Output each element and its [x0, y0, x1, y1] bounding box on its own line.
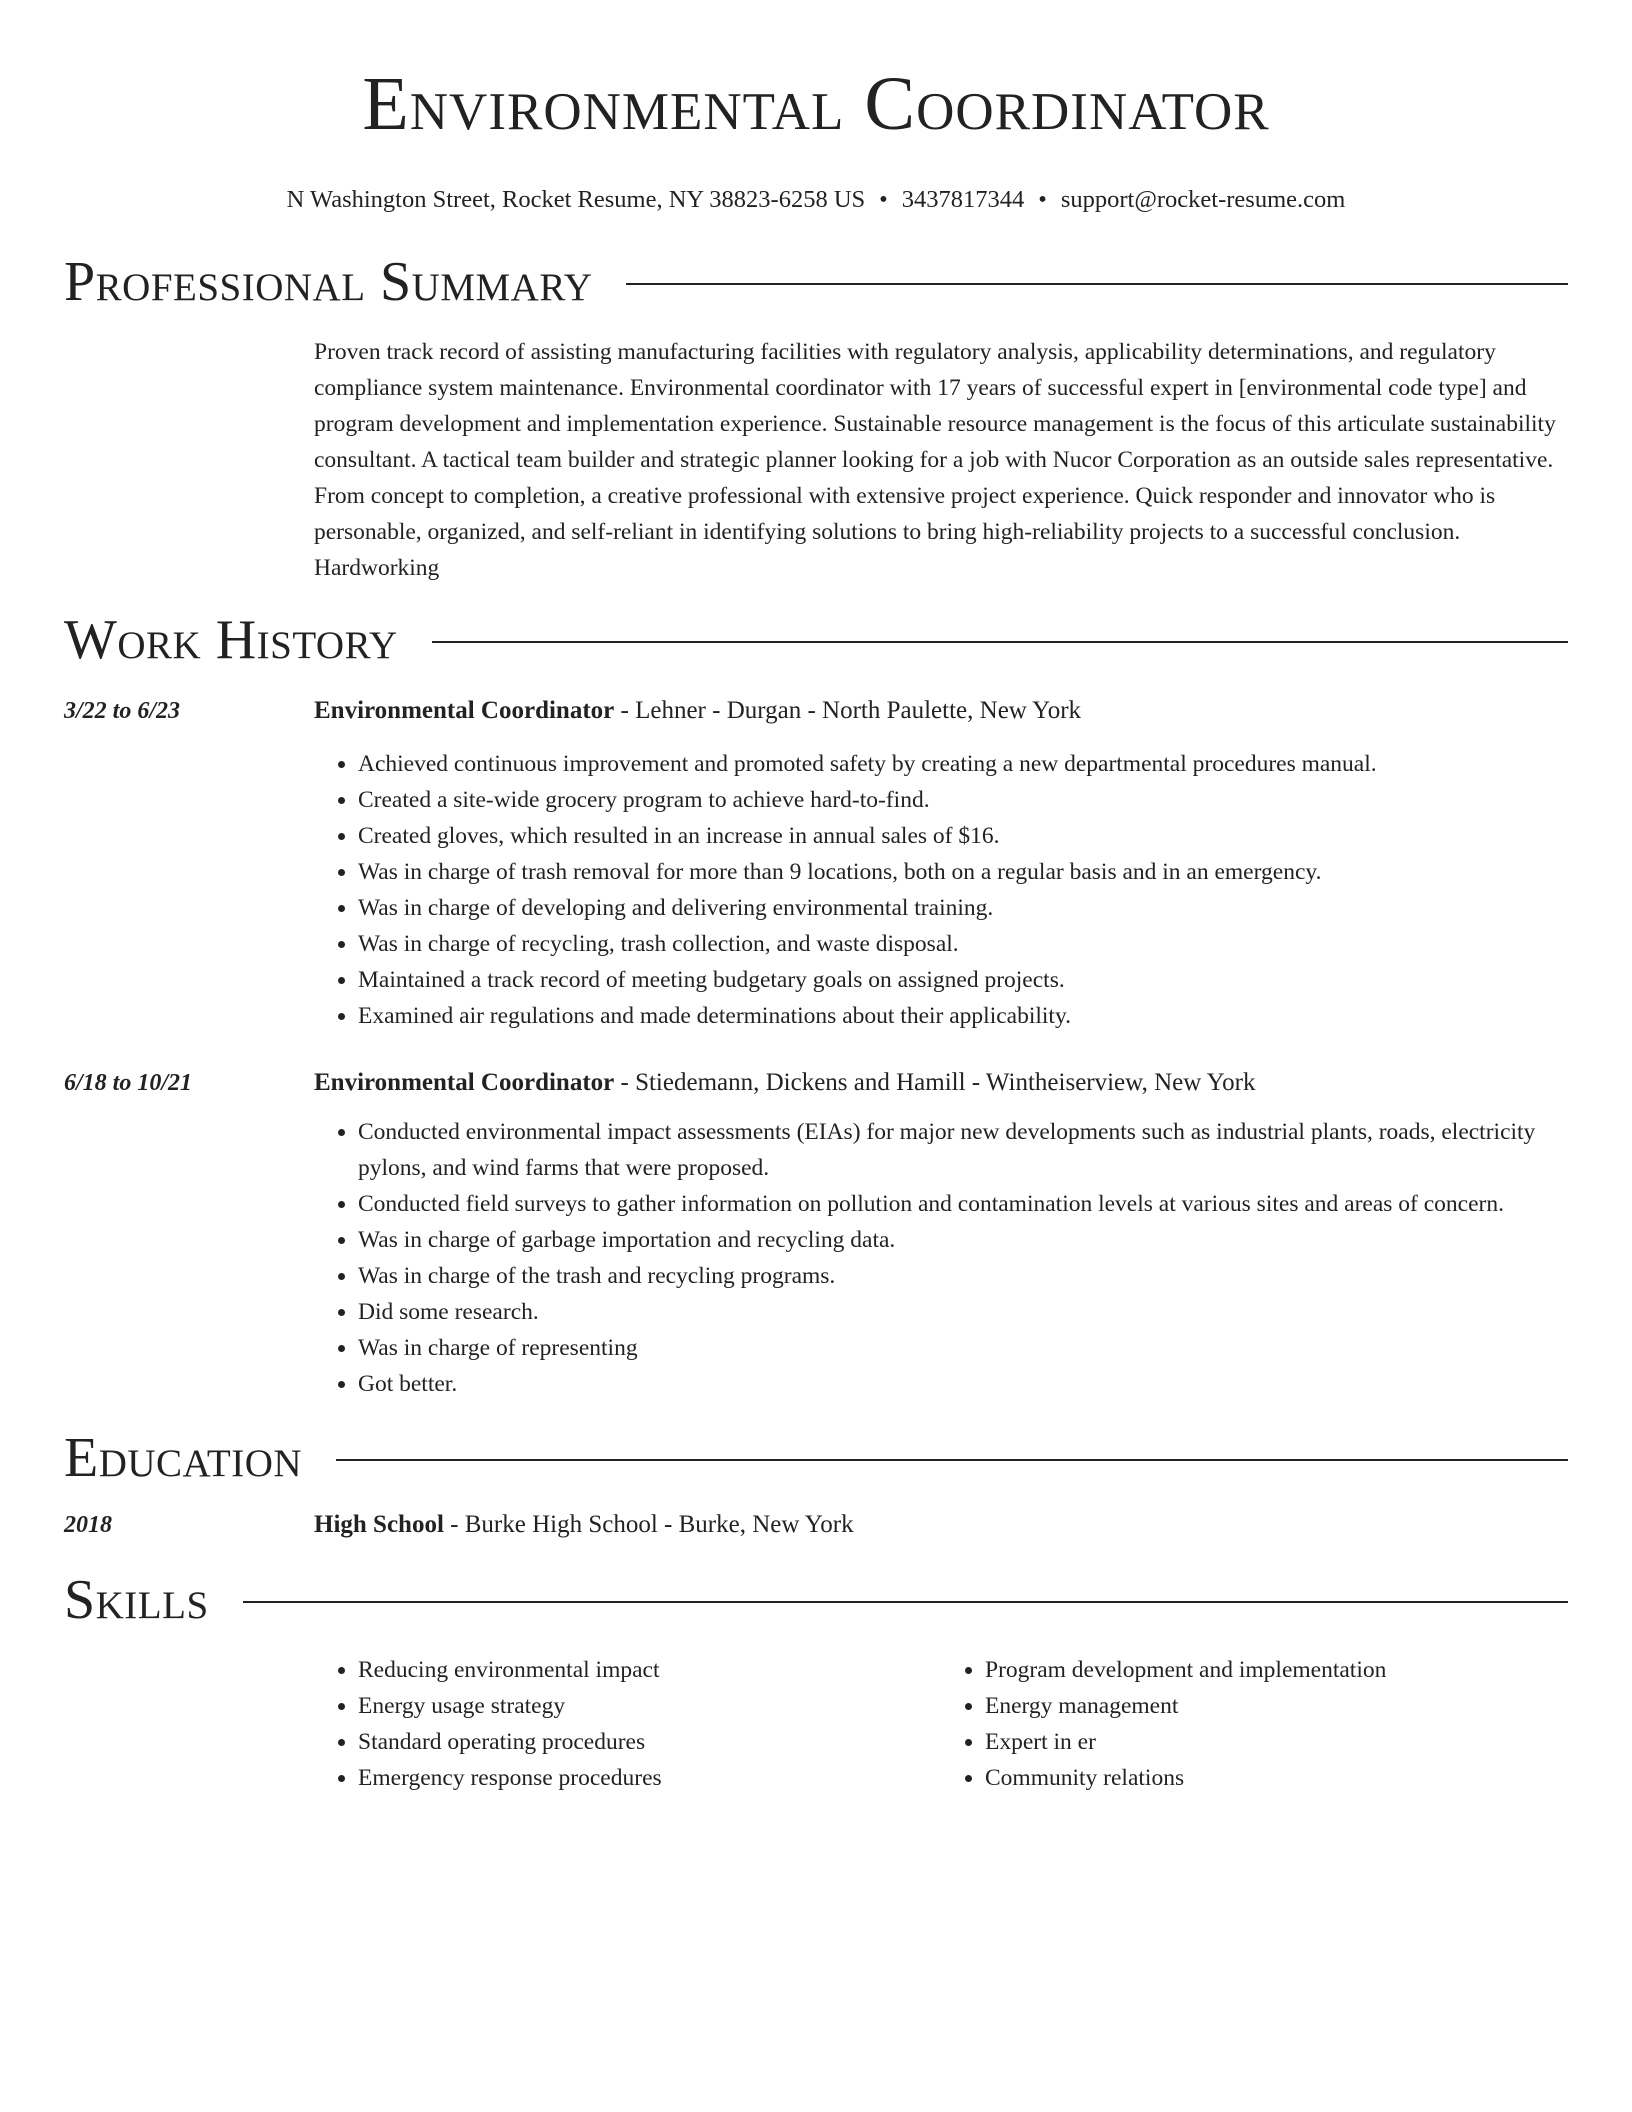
section-title-summary: Professional Summary: [64, 251, 593, 313]
list-item: • Created a site-wide grocery program to achieve hard-to-find.: [358, 782, 1568, 818]
list-item: • Was in charge of the trash and recycling programs.: [358, 1258, 1568, 1294]
contact-email: support@rocket-resume.com: [1060, 186, 1346, 213]
list-item: • Was in charge of developing and delivering environmental training.: [358, 890, 1568, 926]
job-entry: [64, 692, 1568, 1034]
section-title-education: Education: [64, 1427, 303, 1489]
list-item: • Created gloves, which resulted in an increase in annual sales of $16.: [358, 818, 1568, 854]
education-degree: High School: [314, 1511, 444, 1538]
resume-name: Environmental Coordinator: [362, 62, 1270, 146]
list-item: • Community relations: [985, 1760, 1568, 1796]
list-item: • Did some research.: [358, 1294, 1568, 1330]
education-details: - Burke High School - Burke, New York: [443, 1511, 854, 1538]
job-title: Environmental Coordinator: [314, 697, 615, 724]
list-item: • Standard operating procedures: [358, 1724, 941, 1760]
list-item: • Was in charge of representing: [358, 1330, 1568, 1366]
job-details: - Lehner - Durgan - North Paulette, New York: [614, 697, 1082, 724]
section-divider: [243, 1601, 1568, 1603]
list-item: • Conducted field surveys to gather information on pollution and contamination levels at various sites and areas of concern.: [358, 1186, 1568, 1222]
contact-phone: 3437817344: [901, 186, 1025, 213]
job-title-line: [314, 1064, 1568, 1102]
skills-list-right: [941, 1652, 1568, 1796]
contact-separator: •: [1038, 186, 1047, 213]
job-content: [314, 692, 1568, 1034]
education-title-line: [314, 1506, 1568, 1544]
list-item: • Was in charge of recycling, trash collection, and waste disposal.: [358, 926, 1568, 962]
job-content: [314, 1064, 1568, 1402]
section-divider: [432, 641, 1568, 643]
summary-text: Proven track record of assisting manufacturing facilities with regulatory analysis, applicability determinations, and regulatory compliance system maintenance. Environmental coordinator with 17 years of successful expert in [environmental code type] and program development and implementation experience. Sustainable resource management is the focus of this articulate sustainability consultant. A tactical team builder and strategic planner looking for a job with Nucor Corporation as an outside sales representative. From concept to completion, a creative professional with extensive project experience. Quick responder and innovator who is personable, organized, and self-reliant in identifying solutions to bring high-reliability projects to a successful conclusion. Hardworking: [314, 339, 1556, 581]
section-skills-header: [64, 1566, 1568, 1634]
list-item: • Energy management: [985, 1688, 1568, 1724]
skills-list-left: [314, 1652, 941, 1796]
section-summary-header: [64, 248, 1568, 316]
job-title-line: [314, 692, 1568, 730]
list-item: • Maintained a track record of meeting budgetary goals on assigned projects.: [358, 962, 1568, 998]
section-divider: [336, 1459, 1568, 1461]
section-title-work: Work History: [64, 609, 398, 671]
list-item: • Conducted environmental impact assessments (EIAs) for major new developments such as industrial plants, roads, electricity pylons, and wind farms that were proposed.: [358, 1114, 1568, 1186]
job-dates: 3/22 to 6/23: [64, 698, 181, 724]
contact-line: [64, 184, 1568, 216]
list-item: • Program development and implementation: [985, 1652, 1568, 1688]
education-year: 2018: [64, 1512, 112, 1538]
section-work-header: [64, 606, 1568, 674]
section-education-header: [64, 1424, 1568, 1492]
list-item: • Reducing environmental impact: [358, 1652, 941, 1688]
education-content: [314, 1506, 1568, 1544]
list-item: • Was in charge of garbage importation and recycling data.: [358, 1222, 1568, 1258]
section-divider: [626, 283, 1568, 285]
job-details: - Stiedemann, Dickens and Hamill - Wintheiserview, New York: [614, 1069, 1256, 1096]
job-title: Environmental Coordinator: [314, 1069, 615, 1096]
section-title-skills: Skills: [64, 1569, 209, 1631]
list-item: • Got better.: [358, 1366, 1568, 1402]
contact-address: N Washington Street, Rocket Resume, NY 38823-6258 US: [286, 186, 866, 213]
list-item: • Was in charge of trash removal for more than 9 locations, both on a regular basis and in an emergency.: [358, 854, 1568, 890]
list-item: • Achieved continuous improvement and promoted safety by creating a new departmental procedures manual.: [358, 746, 1568, 782]
contact-separator: •: [879, 186, 888, 213]
list-item: • Examined air regulations and made determinations about their applicability.: [358, 998, 1568, 1034]
education-entry: [64, 1506, 1568, 1544]
job-dates: 6/18 to 10/21: [64, 1070, 193, 1096]
skills-columns: [314, 1652, 1568, 1796]
job-bullets: [314, 1114, 1568, 1402]
job-bullets: [314, 746, 1568, 1034]
list-item: • Emergency response procedures: [358, 1760, 941, 1796]
job-entry: [64, 1064, 1568, 1402]
list-item: • Expert in er: [985, 1724, 1568, 1760]
list-item: • Energy usage strategy: [358, 1688, 941, 1724]
